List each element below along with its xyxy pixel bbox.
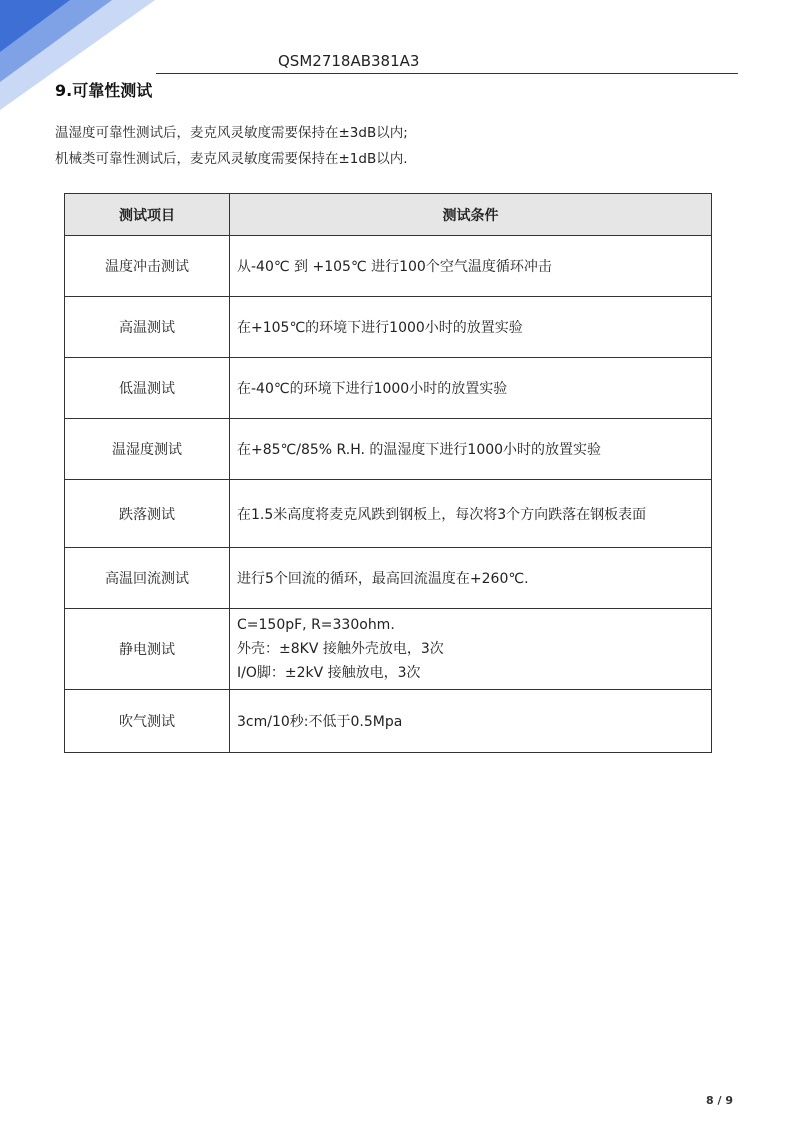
section-title: 9.可靠性测试 — [55, 81, 153, 100]
page-separator: / — [717, 1094, 722, 1107]
test-condition: 进行5个回流的循环，最高回流温度在+260℃. — [230, 548, 712, 609]
condition-line: 外壳：±8KV 接触外壳放电，3次 — [237, 641, 444, 657]
page-number — [706, 1094, 733, 1107]
intro-text — [55, 120, 408, 172]
page-total: 9 — [725, 1094, 734, 1107]
condition-line: I/O脚：±2kV 接触放电，3次 — [237, 665, 421, 681]
reliability-test-table — [64, 193, 712, 753]
test-item: 温度冲击测试 — [65, 236, 230, 297]
table-row — [65, 419, 712, 480]
test-condition: 在1.5米高度将麦克风跌到钢板上，每次将3个方向跌落在钢板表面 — [230, 480, 712, 548]
table-row — [65, 480, 712, 548]
table-row — [65, 609, 712, 690]
table-row — [65, 358, 712, 419]
column-header-item: 测试项目 — [65, 194, 230, 236]
table-row — [65, 297, 712, 358]
test-condition: 3cm/10秒:不低于0.5Mpa — [230, 690, 712, 753]
test-item: 静电测试 — [65, 609, 230, 690]
page-current: 8 — [706, 1094, 714, 1107]
test-condition: 在+105℃的环境下进行1000小时的放置实验 — [230, 297, 712, 358]
test-item: 高温测试 — [65, 297, 230, 358]
condition-line: C=150pF, R=330ohm. — [237, 617, 395, 633]
document-id: QSM2718AB381A3 — [278, 52, 420, 70]
test-condition: 在+85℃/85% R.H. 的温湿度下进行1000小时的放置实验 — [230, 419, 712, 480]
intro-line: 机械类可靠性测试后，麦克风灵敏度需要保持在±1dB以内. — [55, 151, 408, 167]
table-row — [65, 548, 712, 609]
table-header-row — [65, 194, 712, 236]
test-item: 温湿度测试 — [65, 419, 230, 480]
test-item: 吹气测试 — [65, 690, 230, 753]
test-item: 低温测试 — [65, 358, 230, 419]
header-divider — [156, 73, 738, 74]
intro-line: 温湿度可靠性测试后，麦克风灵敏度需要保持在±3dB以内; — [55, 125, 408, 141]
test-item: 高温回流测试 — [65, 548, 230, 609]
table-row — [65, 236, 712, 297]
column-header-condition: 测试条件 — [230, 194, 712, 236]
table-row — [65, 690, 712, 753]
test-condition: 在-40℃的环境下进行1000小时的放置实验 — [230, 358, 712, 419]
test-item: 跌落测试 — [65, 480, 230, 548]
test-condition — [230, 609, 712, 690]
test-condition: 从-40℃ 到 +105℃ 进行100个空气温度循环冲击 — [230, 236, 712, 297]
